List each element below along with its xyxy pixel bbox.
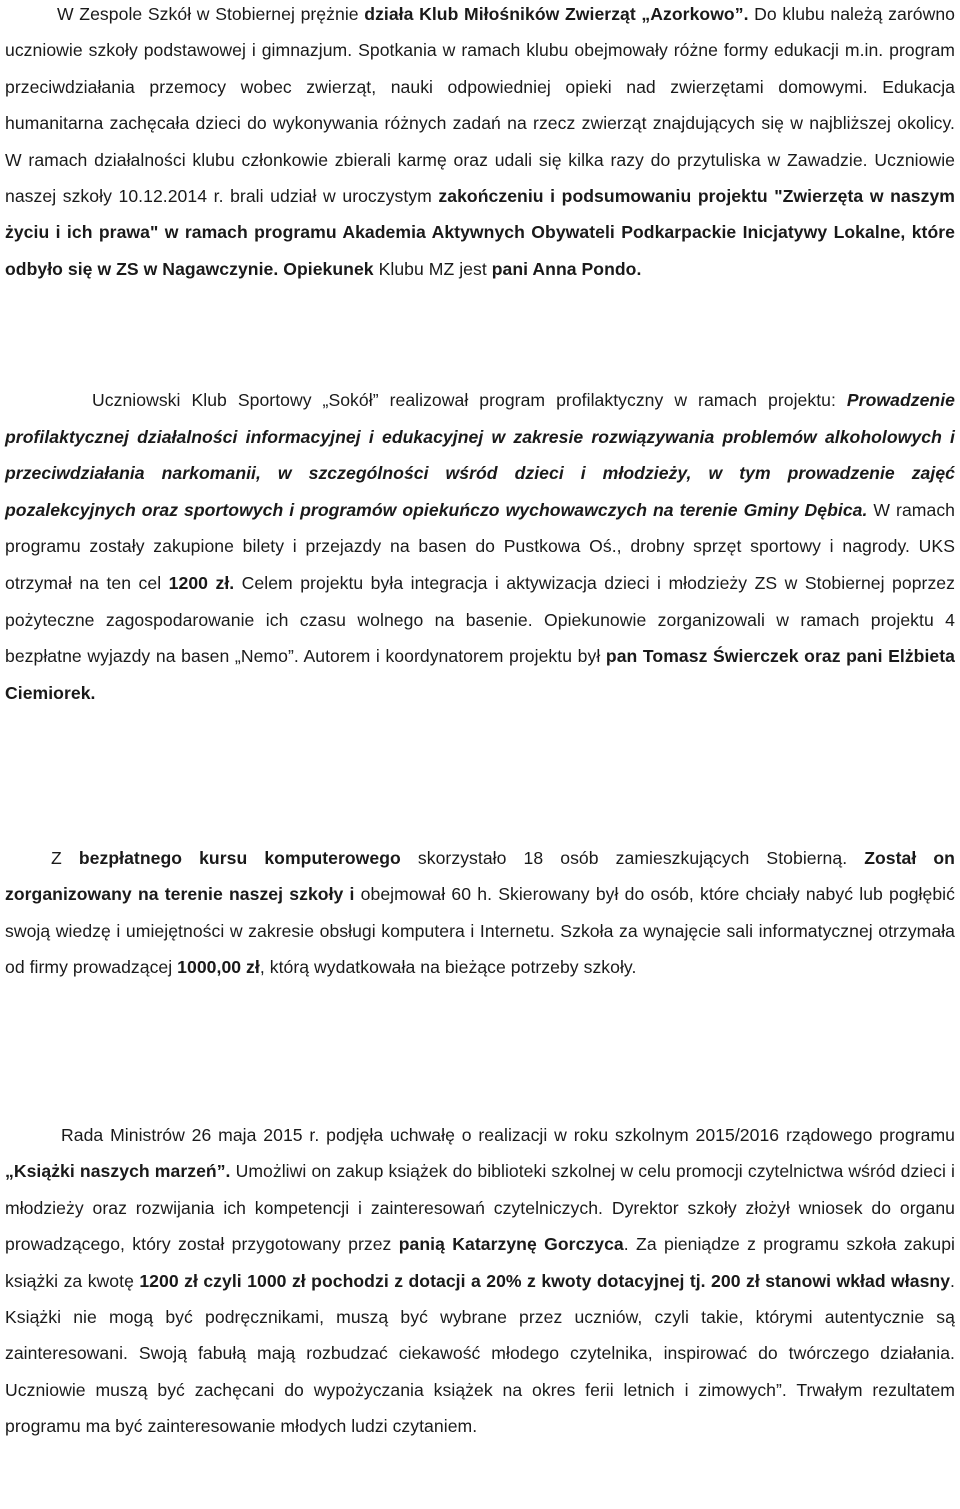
- funding-details-bold: 1200 zł czyli 1000 zł pochodzi z dotacji a 20% z kwoty dotacyjnej tj. 200 zł stanowi wkład własny: [139, 1270, 951, 1291]
- text-segment: . Książki nie mogą być podręcznikami, muszą być wybrane przez uczniów, czyli takie, którymi autentycznie są zainteresowani. Swoją fabułą mają rozbudzać ciekawość młodego czytelnika, inspirować do twórczego działania. Uczniowie muszą być zachęcani do wypożyczania książek na okres ferii letnich i zimowych”. Trwałym rezultatem programu ma być zainteresowanie młodych ludzi czytaniem.: [5, 1270, 955, 1437]
- text-segment: Klubu MZ jest: [373, 258, 492, 279]
- club-name-bold: działa Klub Miłośników Zwierząt „Azorkowo”.: [364, 4, 749, 24]
- text-segment: Umożliwi on zakup książek do biblioteki szkolnej w celu promocji czytelnictwa wśród dzieci i młodzieży oraz rozwijania ich kompetencji i zainteresowań czytelniczych. Dyrektor szkoły złożył wniosek do organu prowadzącego, który został przygotowany przez: [5, 1161, 955, 1255]
- caretaker-name-bold: pani Anna Pondo.: [491, 258, 642, 279]
- text-segment: W Zespole Szkół w Stobiernej prężnie: [57, 4, 365, 24]
- amount-bold: 1000,00 zł: [177, 957, 260, 978]
- course-name-bold: bezpłatnego kursu komputerowego: [78, 848, 401, 868]
- text-segment: Uczniowski Klub Sportowy „Sokół” realizował program profilaktyczny w ramach projektu:: [92, 390, 847, 410]
- text-segment: , którą wydatkowała na bieżące potrzeby szkoły.: [259, 957, 637, 978]
- paragraph-computer-course: [5, 840, 955, 986]
- amount-bold: 1200 zł.: [168, 572, 235, 593]
- paragraph-books-program: [5, 1117, 955, 1445]
- text-segment: . Za pieniądze z programu szkoła zakupi książki za kwotę: [5, 1234, 955, 1291]
- paragraph-uks-sokol: [5, 382, 955, 711]
- preparer-name-bold: panią Katarzynę Gorczyca: [398, 1234, 624, 1255]
- text-segment: obejmował 60 h. Skierowany był do osób, które chciały nabyć lub pogłębić swoją wiedzę i umiejętności w zakresie obsługi komputera i Internetu. Szkoła za wynajęcie sali informatycznej otrzymała od firmy prowadzącej: [5, 884, 955, 978]
- text-segment: Do klubu należą zarówno uczniowie szkoły podstawowej i gimnazjum. Spotkania w ramach klubu obejmowały różne formy edukacji m.in. program przeciwdziałania przemocy wobec zwierząt, nauki odpowiedniej opieki nad zwierzętami domowymi. Edukacja humanitarna zachęcała dzieci do wykonywania różnych zadań na rzecz zwierząt znajdujących się w najbliższej okolicy. W ramach działalności klubu członkowie zbierali karmę oraz udali się kilka razy do przytuliska w Zawadzie. Uczniowie naszej szkoły 10.12.2014 r. brali udział w uroczystym: [5, 4, 956, 207]
- project-title-bold-italic: Prowadzenie profilaktycznej działalności informacyjnej i edukacyjnej w zakresie rozwiązywania problemów alkoholowych i przeciwdziałania narkomanii, w szczególności wśród dzieci i młodzieży, w tym prowadzenie zajęć pozalekcyjnych oraz sportowych i programów opiekuńczo wychowawczych na terenie Gminy Dębica.: [5, 390, 955, 520]
- text-segment: Celem projektu była integracja i aktywizacja dzieci i młodzieży ZS w Stobiernej poprzez pożyteczne zagospodarowanie ich czasu wolnego na basenie. Opiekunowie zorganizowali w ramach projektu 4 bezpłatne wyjazdy na basen „Nemo”. Autorem i koordynatorem projektu był: [5, 572, 955, 667]
- text-segment: skorzystało 18 osób zamieszkujących Stobierną.: [400, 848, 865, 868]
- coordinators-bold: pan Tomasz Świerczek oraz pani Elżbieta Ciemiorek.: [5, 646, 955, 703]
- text-segment: W ramach programu zostały zakupione bilety i przejazdy na basen do Pustkowa Oś., drobny sprzęt sportowy i nagrody. UKS otrzymał na ten cel: [5, 499, 956, 593]
- course-location-bold: Został on zorganizowany na terenie naszej szkoły i: [5, 848, 955, 905]
- project-ending-bold: zakończeniu i podsumowaniu projektu "Zwierzęta w naszym życiu i ich prawa" w ramach programu Akademia Aktywnych Obywateli Podkarpackie Inicjatywy Lokalne, które odbyło się w ZS w Nagawczynie. Opiekunek: [5, 186, 956, 279]
- text-segment: Rada Ministrów 26 maja 2015 r. podjęła uchwałę o realizacji w roku szkolnym 2015/2016 rządowego programu: [61, 1125, 955, 1145]
- program-name-bold: „Książki naszych marzeń”.: [5, 1161, 231, 1182]
- text-segment: Z: [51, 848, 79, 868]
- paragraph-azorkowo-club: [5, 0, 955, 287]
